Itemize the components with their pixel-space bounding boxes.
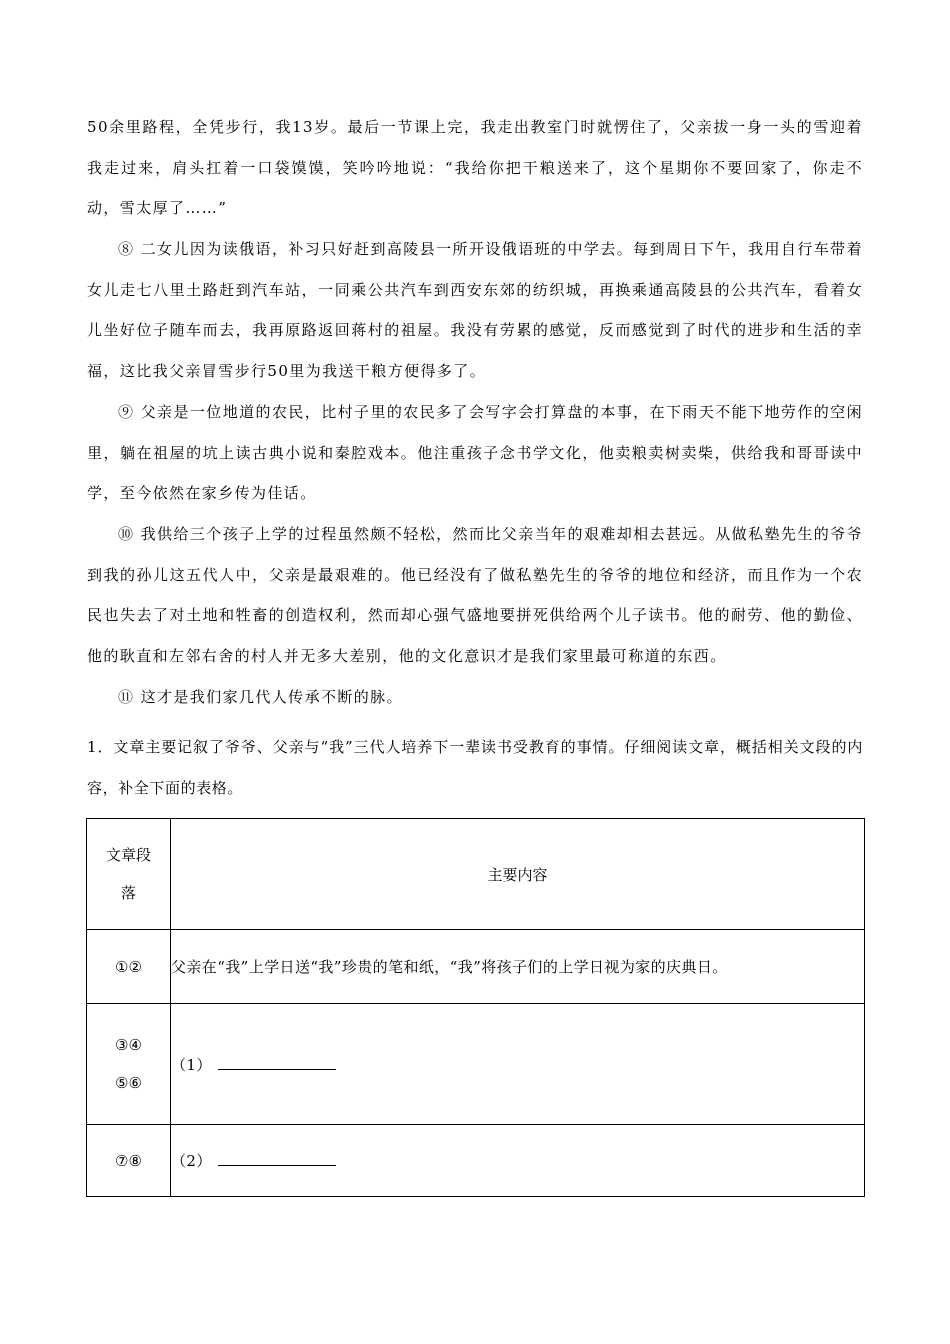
row3-paragraphs: ⑦⑧: [87, 1125, 171, 1197]
question-1: 1．文章主要记叙了爷爷、父亲与“我”三代人培养下一辈读书受教育的事情。仔细阅读文章，概括相关文段的内容，补全下面的表格。: [87, 738, 863, 797]
row2-answer-label: （1）: [171, 1055, 212, 1074]
row3-answer-cell: [171, 1125, 865, 1197]
table-row: [87, 930, 865, 1004]
paragraph-9: ⑨ 父亲是一位地道的农民，比村子里的农民多了会写字会打算盘的本事，在下雨天不能下地劳作的空闲里，躺在祖屋的坑上读古典小说和秦腔戏本。他注重孩子念书学文化，他卖粮卖树卖柴，供给我和哥哥读中学，至今依然在家乡传为佳话。: [87, 403, 863, 502]
row1-content: 父亲在“我”上学日送“我”珍贵的笔和纸，“我”将孩子们的上学日视为家的庆典日。: [171, 930, 865, 1004]
row2-paragraphs: [87, 1004, 171, 1125]
row1-paragraphs: ①②: [87, 930, 171, 1004]
paragraph-8: ⑧ 二女儿因为读俄语，补习只好赶到高陵县一所开设俄语班的中学去。每到周日下午，我用自行车带着女儿走七八里土路赶到汽车站，一同乘公共汽车到西安东郊的纺织城，再换乘通高陵县的公共汽车，看着女儿坐好位子随车而去，我再原路返回蒋村的祖屋。我没有劳累的感觉，反而感觉到了时代的进步和生活的幸福，这比我父亲冒雪步行50里为我送干粮方便得多了。: [87, 240, 863, 380]
paragraph-continued: 50余里路程，全凭步行，我13岁。最后一节课上完，我走出教室门时就愣住了，父亲拔一身一头的雪迎着我走过来，肩头扛着一口袋馍馍，笑吟吟地说：“我给你把干粮送来了，这个星期你不要回家了，你走不动，雪太厚了……”: [87, 118, 863, 217]
header-cell-content: 主要内容: [171, 819, 865, 930]
paragraph-11: ⑪ 这才是我们家几代人传承不断的脉。: [118, 688, 403, 706]
table-row: [87, 1004, 865, 1125]
table-row: [87, 1125, 865, 1197]
header-cell-paragraphs: [87, 819, 171, 930]
summary-table: [86, 818, 865, 1197]
header-col1-line1: 文章段: [105, 846, 151, 864]
header-col1-line2: 落: [120, 884, 136, 902]
paragraph-10: ⑩ 我供给三个孩子上学的过程虽然颇不轻松，然而比父亲当年的艰难却相去甚远。从做私塾先生的爷爷到我的孙儿这五代人中，父亲是最艰难的。他已经没有了做私塾先生的爷爷的地位和经济，而且作为一个农民也失去了对土地和牲畜的创造权利，然而却心强气盛地要拼死供给两个儿子读书。他的耐劳、他的勤俭、他的耿直和左邻右舍的村人并无多大差别，他的文化意识才是我们家里最可称道的东西。: [87, 525, 863, 665]
row2-col1-line1: ③④: [115, 1036, 142, 1054]
row2-answer-cell: [171, 1004, 865, 1125]
answer-blank-2[interactable]: [218, 1151, 336, 1166]
answer-blank-1[interactable]: [218, 1055, 336, 1070]
table-header-row: [87, 819, 865, 930]
row3-answer-label: （2）: [171, 1152, 212, 1170]
row2-col1-line2: ⑤⑥: [115, 1074, 142, 1092]
